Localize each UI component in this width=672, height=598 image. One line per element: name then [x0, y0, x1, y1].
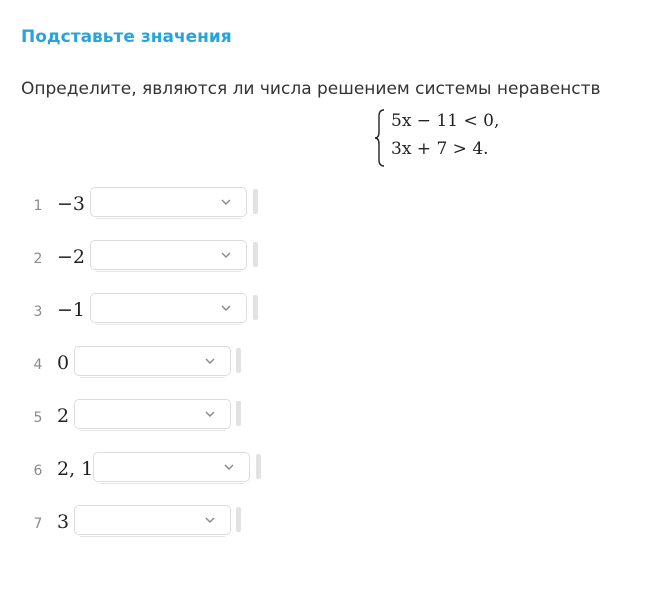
list-item: [0, 293, 672, 329]
answer-select[interactable]: [74, 346, 231, 376]
answer-select[interactable]: [74, 399, 231, 429]
inequality-2: 3x + 7 > 4.: [391, 139, 489, 159]
item-number: 5: [33, 410, 43, 426]
drag-handle: [253, 242, 258, 267]
item-number: 7: [33, 516, 43, 532]
drag-handle: [236, 507, 241, 532]
drag-handle: [253, 189, 258, 214]
curly-brace-icon: [374, 108, 386, 168]
item-value: 2, 1: [57, 458, 94, 480]
answer-select[interactable]: [93, 452, 250, 482]
list-item: [0, 452, 672, 488]
drag-handle: [253, 295, 258, 320]
list-item: [0, 187, 672, 223]
item-number: 2: [33, 251, 43, 267]
item-value: −3: [57, 193, 86, 215]
answer-select[interactable]: [90, 240, 247, 270]
item-value: −2: [57, 246, 86, 268]
answer-select[interactable]: [90, 293, 247, 323]
chevron-down-icon: [220, 197, 232, 207]
inequality-system: [374, 108, 514, 168]
divider: [96, 218, 241, 219]
drag-handle: [256, 454, 261, 479]
item-value: 0: [57, 352, 70, 374]
drag-handle: [236, 401, 241, 426]
list-item: [0, 240, 672, 276]
item-number: 4: [33, 357, 43, 373]
drag-handle: [236, 348, 241, 373]
chevron-down-icon: [204, 409, 216, 419]
divider: [80, 377, 225, 378]
list-item: [0, 346, 672, 382]
task-prompt: Определите, являются ли числа решением системы неравенств: [21, 79, 601, 99]
chevron-down-icon: [204, 515, 216, 525]
divider: [80, 430, 225, 431]
item-value: 3: [57, 511, 70, 533]
item-value: −1: [57, 299, 86, 321]
item-value: 2: [57, 405, 70, 427]
item-number: 3: [33, 304, 43, 320]
inequality-1: 5x − 11 < 0,: [391, 111, 500, 131]
item-number: 6: [33, 463, 43, 479]
answer-select[interactable]: [74, 505, 231, 535]
task-title: Подставьте значения: [21, 27, 232, 47]
divider: [99, 483, 244, 484]
chevron-down-icon: [223, 462, 235, 472]
divider: [96, 324, 241, 325]
chevron-down-icon: [220, 303, 232, 313]
item-number: 1: [33, 198, 43, 214]
list-item: [0, 399, 672, 435]
chevron-down-icon: [204, 356, 216, 366]
chevron-down-icon: [220, 250, 232, 260]
divider: [80, 536, 225, 537]
list-item: [0, 505, 672, 541]
divider: [96, 271, 241, 272]
answer-select[interactable]: [90, 187, 247, 217]
